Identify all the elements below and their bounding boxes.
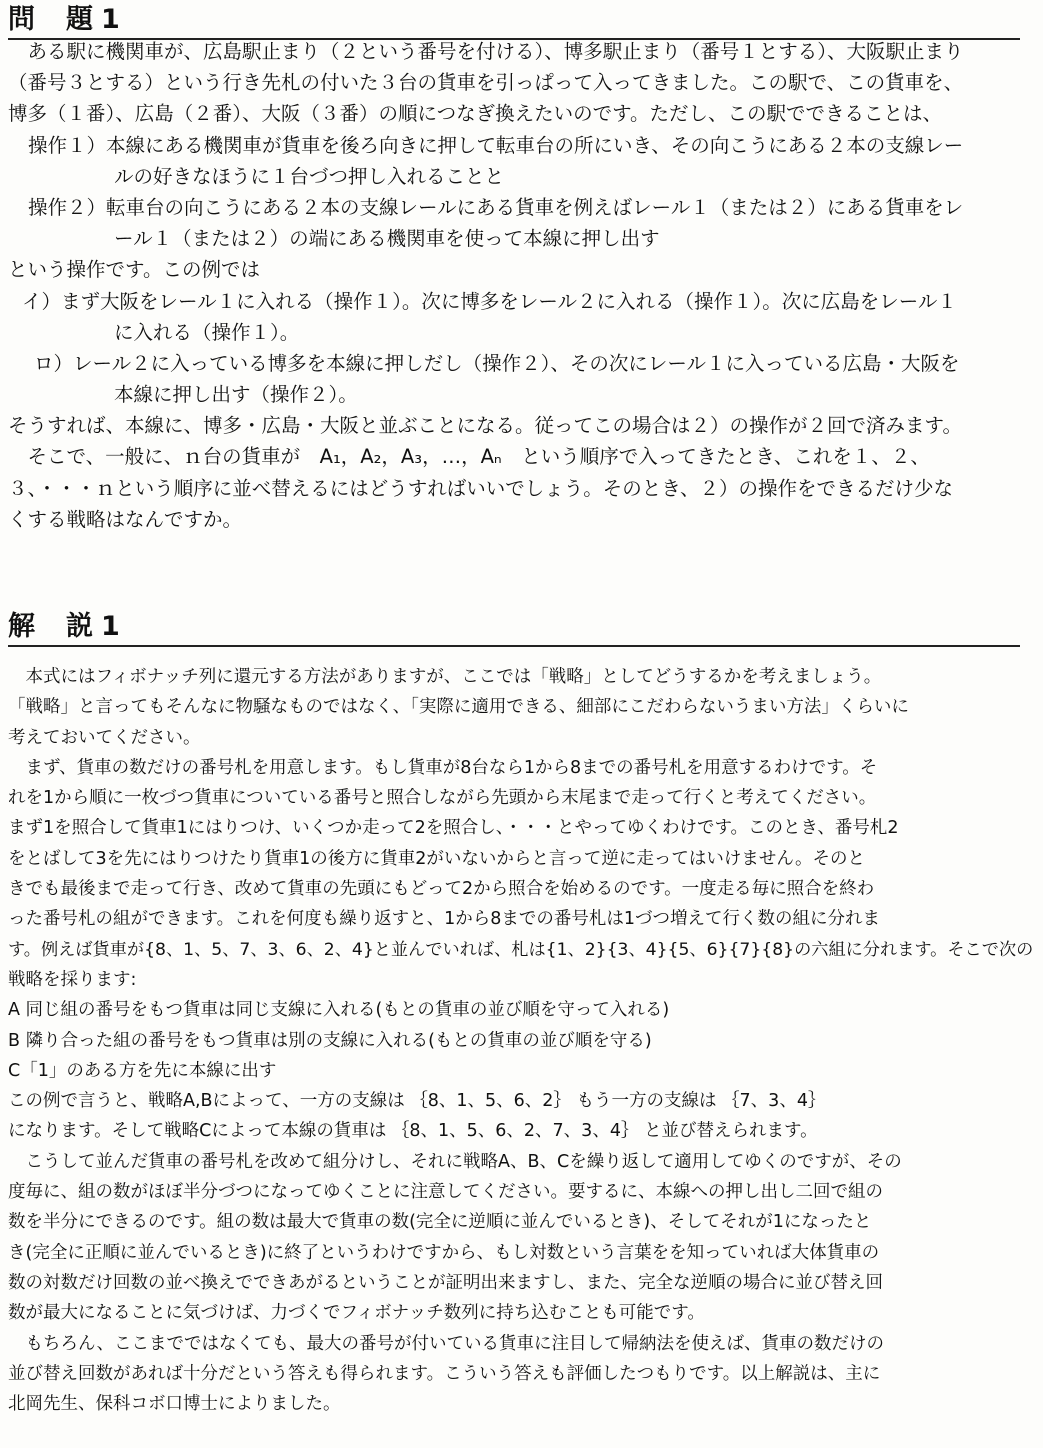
problem-line: ある駅に機関車が、広島駅止まり（２という番号を付ける）、博多駅止まり（番号１とする）、大阪駅止まり: [8, 40, 964, 63]
commentary-line: き(完全に正順に並んでいるとき)に終了というわけですから、もし対数という言葉をを知っていれば大体貨車の: [8, 1242, 880, 1263]
problem-line: 博多（１番）、広島（２番）、大阪（３番）の順につなぎ換えたいのです。ただし、この駅でできることは、: [8, 102, 943, 126]
example-i-continuation: に入れる（操作１）。: [114, 320, 300, 344]
problem-line: そうすれば、本線に、博多・広島・大阪と並ぶことになる。従ってこの場合は２）の操作が２回で済みます。: [8, 414, 962, 438]
commentary-line: まず1を照合して貨車1にはりつけ、いくつか走って2を照合し、・・・とやってゆくわけです。このとき、番号札2: [8, 818, 899, 839]
commentary-line: 本式にはフィボナッチ列に還元する方法がありますが、ここでは「戦略」としてどうするかを考えましょう。: [8, 667, 882, 687]
commentary-heading: [8, 609, 1020, 647]
problem-heading-label: 問 題: [8, 4, 95, 35]
commentary-line: 「戦略」と言ってもそんなに物騒なものではなく、「実際に適用できる、細部にこだわらないうまい方法」くらいに: [8, 697, 909, 718]
operation-2-continuation: ール１（または２）の端にある機関車を使って本線に押し出す: [114, 227, 660, 251]
problem-heading: [8, 2, 1020, 40]
operation-2-line: 操作２）転車台の向こうにある２本の支線レールにある貨車を例えばレール１（または２）にある貨車をレ: [28, 195, 964, 219]
problem-line: （番号３とする）という行き先札の付いた３台の貨車を引っぱって入ってきました。この駅で、この貨車を、: [8, 71, 964, 95]
commentary-heading-label: 解 説: [8, 611, 95, 642]
commentary-line: 考えておいてください。: [8, 727, 201, 748]
commentary-line: この例で言うと、戦略A,Bによって、一方の支線は ｛8、1、5、6、2｝ もう一方の支線は ｛7、3、4｝: [8, 1091, 826, 1112]
example-ro-continuation: 本線に押し出す（操作２）。: [114, 383, 358, 407]
operation-1-continuation: ルの好きなほうに１台づつ押し入れることと: [114, 164, 505, 188]
commentary-line: をとばして3を先にはりつけたり貨車1の後方に貨車2がいないからと言って逆に走ってはいけません。そのと: [8, 848, 865, 869]
commentary-line: 数を半分にできるのです。組の数は最大で貨車の数(完全に逆順に並んでいるとき)、そしてそれが1になったと: [8, 1212, 872, 1233]
commentary-body: [8, 662, 1038, 1419]
commentary-line: こうして並んだ貨車の番号札を改めて組分けし、それに戦略A、B、Cを繰り返して適用してゆくのですが、その: [8, 1151, 902, 1172]
problem-heading-number: 1: [101, 4, 122, 35]
commentary-heading-number: 1: [101, 611, 122, 642]
strategy-a: A 同じ組の番号をもつ貨車は同じ支線に入れる(もとの貨車の並び順を守って入れる): [8, 1000, 670, 1021]
commentary-line: れを1から順に一枚づつ貨車についている番号と照合しながら先頭から末尾まで走って行くと考えてください。: [8, 788, 877, 809]
commentary-line: す。例えば貨車が{8、1、5、7、3、6、2、4}と並んでいれば、札は{1、2}{3、4}{5、6}{7}{8}の六組に分れます。そこで次の: [8, 939, 1034, 960]
commentary-line: 北岡先生、保科コボ口博士によりました。: [8, 1394, 341, 1415]
strategy-b: B 隣り合った組の番号をもつ貨車は別の支線に入れる(もとの貨車の並び順を守る): [8, 1030, 652, 1051]
operation-1-line: 操作１）本線にある機関車が貨車を後ろ向きに押して転車台の所にいき、その向こうにある２本の支線レー: [28, 133, 964, 157]
problem-line: そこで、一般に、ｎ台の貨車が A₁，A₂，A₃，…，Aₙ という順序で入ってきたとき、これを１、２、: [8, 445, 930, 469]
problem-line: くする戦略はなんですか。: [8, 507, 243, 531]
commentary-line: った番号札の組ができます。これを何度も繰り返すと、1から8までの番号札は1づつ増えて行く数の組に分れま: [8, 909, 880, 930]
commentary-line: 度毎に、組の数がほぼ半分づつになってゆくことに注意してください。要するに、本線への押し出し二回で組の: [8, 1182, 883, 1203]
commentary-line: まず、貨車の数だけの番号札を用意します。もし貨車が8台なら1から8までの番号札を用意するわけです。そ: [8, 757, 878, 778]
commentary-line: きでも最後まで走って行き、改めて貨車の先頭にもどって2から照合を始めるのです。一度走る毎に照合を終わ: [8, 879, 875, 900]
problem-line: ３、・・・ｎという順序に並べ替えるにはどうすればいいでしょう。そのとき、２）の操作をできるだけ少な: [8, 476, 953, 500]
commentary-line: 戦略を採ります:: [8, 969, 137, 990]
commentary-line: 数の対数だけ回数の並べ換えでできあがるということが証明出来ますし、また、完全な逆順の場合に並び替え回: [8, 1272, 883, 1293]
commentary-line: 並び替え回数があれば十分だという答えも得られます。こういう答えも評価したつもりです。以上解説は、主に: [8, 1363, 881, 1384]
strategy-c: C「1」のある方を先に本線に出す: [8, 1060, 277, 1081]
example-i-line: イ）まず大阪をレール１に入れる（操作１）。次に博多をレール２に入れる（操作１）。次に広島をレール１: [22, 289, 957, 313]
problem-body: [8, 36, 1038, 535]
problem-line: という操作です。この例では: [8, 258, 260, 282]
commentary-line: 数が最大になることに気づけば、力づくでフィボナッチ数列に持ち込むことも可能です。: [8, 1303, 705, 1324]
example-ro-line: ロ）レール２に入っている博多を本線に押しだし（操作２）、その次にレール１に入っている広島・大阪を: [34, 351, 960, 375]
commentary-line: もちろん、ここまでではなくても、最大の番号が付いている貨車に注目して帰納法を使えば、貨車の数だけの: [8, 1333, 885, 1354]
commentary-line: になります。そして戦略Cによって本線の貨車は ｛8、1、5、6、2、7、3、4｝ と並び替えられます。: [8, 1121, 818, 1142]
